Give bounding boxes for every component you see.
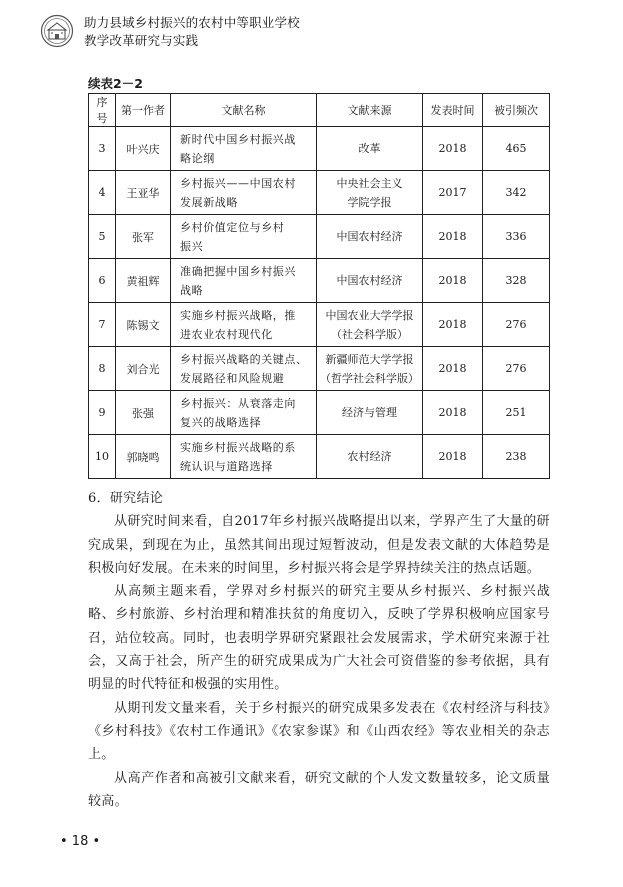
cell-title-line2: 发展新战略: [180, 195, 238, 209]
cell-title-line1: 新时代中国乡村振兴战: [180, 132, 296, 146]
cell-title-line1: 实施乡村振兴战略，推: [180, 308, 296, 322]
cell-year: 2018: [423, 215, 483, 259]
cell-cited: 328: [483, 259, 550, 303]
cell-title-line2: 振兴: [180, 239, 204, 253]
cell-source-line2: （社会科学版）: [331, 327, 408, 341]
cell-source: [317, 259, 423, 303]
cell-title-line2: 发展路径和风险规避: [180, 371, 285, 385]
cell-cited: 238: [483, 435, 550, 479]
cell-cited: 342: [483, 171, 550, 215]
cell-author: 叶兴庆: [116, 127, 171, 171]
table-row: [89, 259, 550, 303]
paragraph: 从研究时间来看，自2017年乡村振兴战略提出以来，学界产生了大量的研究成果，到现在为止，虽然其间出现过短暂波动，但是发表文献的大体趋势是积极向好发展。在未来的时间里，乡村振兴将会是学界持续关注的热点话题。: [88, 514, 550, 576]
cell-no: 4: [89, 171, 116, 215]
table-header-row: [89, 94, 550, 127]
cell-year: 2018: [423, 347, 483, 391]
table-row: [89, 171, 550, 215]
cell-no: 10: [89, 435, 116, 479]
book-title-line2: 教学改革研究与实践: [84, 33, 199, 48]
cell-title-line2: 战略: [180, 283, 204, 297]
paragraph: 从高产作者和高被引文献来看，研究文献的个人发文数量较多，论文质量较高。: [88, 770, 550, 809]
cell-no: 3: [89, 127, 116, 171]
table-row: [89, 347, 550, 391]
cell-author: 刘合光: [116, 347, 171, 391]
book-title-line1: 助力县域乡村振兴的农村中等职业学校: [84, 15, 300, 30]
cell-title: [171, 303, 317, 347]
cell-cited: 276: [483, 303, 550, 347]
cell-source-line1: 农村经济: [347, 450, 392, 463]
table-row: [89, 303, 550, 347]
cell-source-line1: 新疆师范大学学报: [325, 352, 414, 366]
column-header-year: 发表时间: [423, 94, 483, 127]
column-header-author: 第一作者: [116, 94, 171, 127]
cell-title: [171, 391, 317, 435]
column-header-source: 文献来源: [317, 94, 423, 127]
cell-title-line2: 略论纲: [180, 151, 215, 165]
cell-author: 郭晓鸣: [116, 435, 171, 479]
cell-title: [171, 215, 317, 259]
cell-title-line2: 统认识与道路选择: [180, 459, 273, 473]
page-header: [40, 10, 600, 56]
cell-no: 9: [89, 391, 116, 435]
cell-cited: 465: [483, 127, 550, 171]
column-header-cited: 被引频次: [483, 94, 550, 127]
cell-source: [317, 171, 423, 215]
cell-title: [171, 127, 317, 171]
paragraph: 从期刊发文量来看，关于乡村振兴的研究成果多发表在《农村经济与科技》《乡村科技》《农村工作通讯》《农家参谋》和《山西农经》等农业相关的杂志上。: [88, 700, 550, 763]
cell-source: [317, 303, 423, 347]
cell-year: 2018: [423, 391, 483, 435]
cell-title-line1: 乡村价值定位与乡村: [180, 220, 285, 234]
cell-source: [317, 215, 423, 259]
cell-title-line2: 复兴的战略选择: [180, 415, 262, 429]
cell-cited: 276: [483, 347, 550, 391]
page-number: • 18 •: [60, 834, 101, 849]
cell-title: [171, 259, 317, 303]
cell-title-line1: 实施乡村振兴战略的系: [180, 440, 296, 454]
cell-title-line1: 准确把握中国乡村振兴: [180, 264, 296, 278]
cell-title-line1: 乡村振兴战略的关键点、: [180, 352, 308, 366]
cell-no: 6: [89, 259, 116, 303]
cell-title-line1: 乡村振兴：从衰落走向: [180, 396, 296, 410]
cell-author: 张军: [116, 215, 171, 259]
table-row: [89, 127, 550, 171]
cell-source: [317, 127, 423, 171]
column-header-no: 序号: [89, 94, 116, 127]
table-row: [89, 435, 550, 479]
book-title: [84, 14, 300, 50]
cell-source-line1: 中央社会主义: [336, 176, 403, 190]
cell-year: 2018: [423, 303, 483, 347]
cell-source-line1: 中国农村经济: [336, 230, 403, 243]
cell-no: 8: [89, 347, 116, 391]
section-heading: 6．研究结论: [88, 491, 164, 506]
cell-source-line1: 经济与管理: [342, 406, 397, 419]
cell-year: 2018: [423, 435, 483, 479]
cell-source-line2: （哲学社会科学版）: [320, 371, 419, 385]
cell-source-line1: 中国农业大学学报: [325, 308, 414, 322]
cell-no: 7: [89, 303, 116, 347]
cell-source-line1: 中国农村经济: [336, 274, 403, 287]
table-row: [89, 215, 550, 259]
cell-title-line1: 乡村振兴——中国农村: [180, 176, 296, 190]
cell-source: [317, 347, 423, 391]
table-caption: 续表2－2: [88, 76, 143, 91]
cell-author: 黄祖辉: [116, 259, 171, 303]
cell-source-line2: 学院学报: [347, 195, 392, 209]
cell-author: 王亚华: [116, 171, 171, 215]
cell-cited: 336: [483, 215, 550, 259]
cell-year: 2018: [423, 127, 483, 171]
cell-year: 2017: [423, 171, 483, 215]
cell-author: 张强: [116, 391, 171, 435]
conclusion-section: [88, 487, 550, 813]
cell-title: [171, 171, 317, 215]
cell-year: 2018: [423, 259, 483, 303]
paragraph: 从高频主题来看，学界对乡村振兴的研究主要从乡村振兴、乡村振兴战略、乡村旅游、乡村治理和精准扶贫的角度切入，反映了学界积极响应国家号召，站位较高。同时，也表明学界研究紧跟社会发展需求，学术研究来源于社会，又高于社会，所产生的研究成果成为广大社会可资借鉴的参考依据，具有明显的时代特征和极强的实用性。: [88, 584, 550, 693]
cell-source-line1: 改革: [358, 142, 381, 155]
column-header-title: 文献名称: [171, 94, 317, 127]
literature-table: [88, 93, 550, 479]
cell-author: 陈锡文: [116, 303, 171, 347]
cell-source: [317, 391, 423, 435]
cell-title-line2: 进农业农村现代化: [180, 327, 273, 341]
cell-source: [317, 435, 423, 479]
table-row: [89, 391, 550, 435]
school-logo-icon: [40, 14, 74, 48]
cell-cited: 251: [483, 391, 550, 435]
cell-title: [171, 435, 317, 479]
cell-no: 5: [89, 215, 116, 259]
cell-title: [171, 347, 317, 391]
